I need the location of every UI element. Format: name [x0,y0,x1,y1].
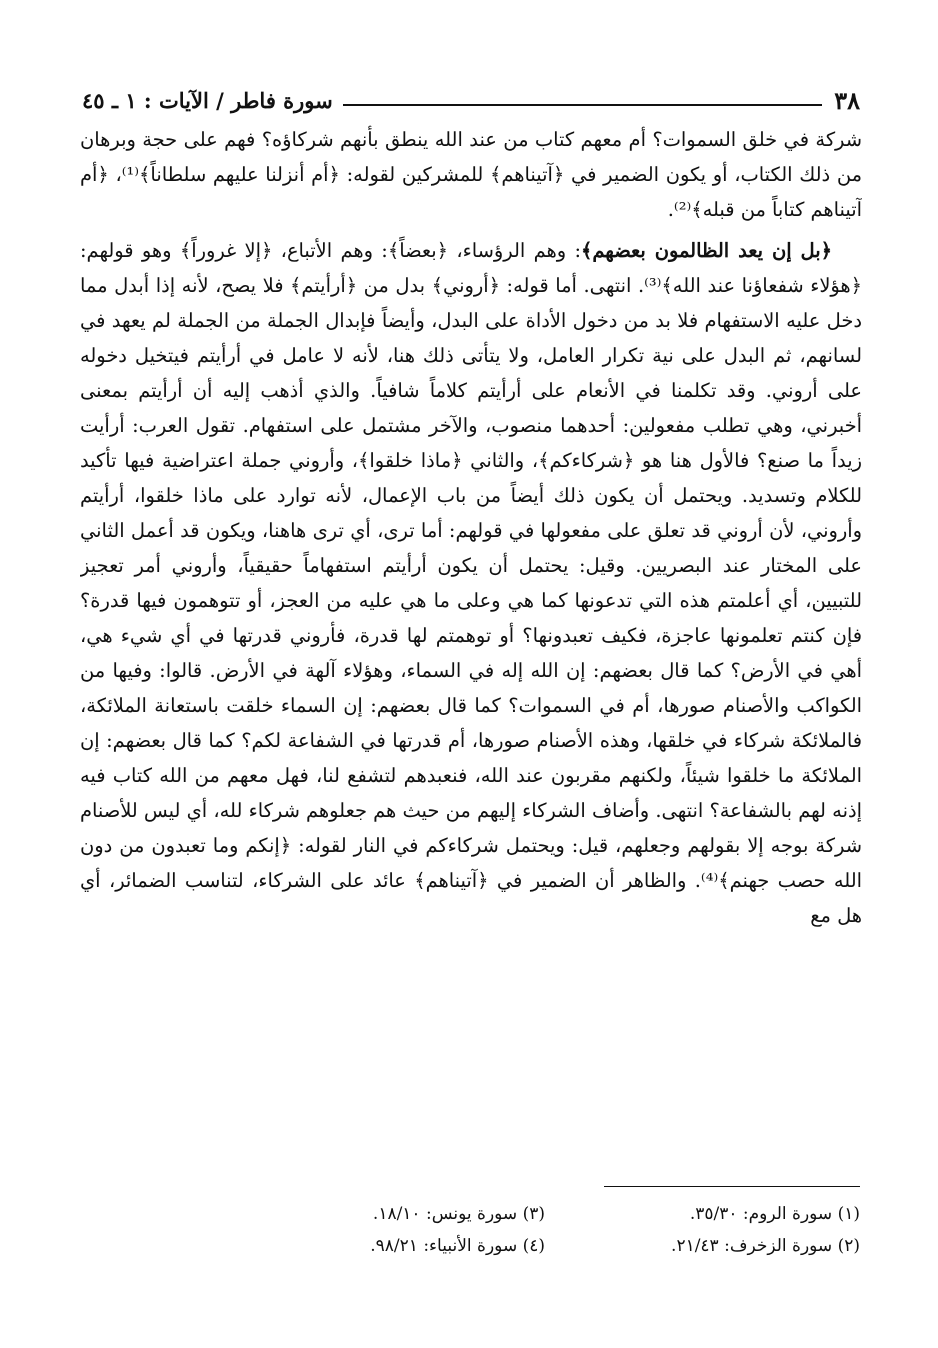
paragraph: شركة في خلق السموات؟ أم معهم كتاب من عند الله ينطق بأنهم شركاؤه؟ فهم على حجة وبرهان من ذلك الكتاب، أو يكون الضمير في ﴿آتيناهم﴾ للمشركين لقوله: ﴿أم أنزلنا عليهم سلطاناً﴾⁽¹⁾، ﴿أم آتيناهم كتاباً من قبله﴾⁽²⁾. [80,128,862,221]
page-number: ٣٨ [834,85,860,115]
header-rule [343,104,822,106]
footnote: (٤) سورة الأنبياء: ٩٨/٢١. [370,1236,545,1256]
footnote: (١) سورة الروم: ٣٥/٣٠. [689,1204,860,1224]
footnote-separator [604,1186,860,1187]
paragraph-text: : وهم الرؤساء، ﴿بعضاً﴾: وهم الأتباع، ﴿إلا غروراً﴾ وهو قولهم: ﴿هؤلاء شفعاؤنا عند الله﴾⁽³⁾. انتهى. أما قوله: ﴿أروني﴾ بدل من ﴿أرأيتم﴾ فلا يصح، لأنه إذا أبدل مما دخل عليه الاستفهام فلا بد من دخول الأداة على البدل، وأيضاً فإبدال الجملة من الجملة لم يعهد في لسانهم، ثم البدل على نية تكرار العامل، ولا يتأتى ذلك هنا، لأنه لا عامل في أرأيتم فيتخيل دخوله على أروني. وقد تكلمنا في الأنعام على أرأيتم كلاماً شافياً. والذي أذهب إليه أن أرأيتم بمعنى أخبرني، وهي تطلب مفعولين: أحدهما منصوب، والآخر مشتمل على استفهام. تقول العرب: أرأيت زيداً ما صنع؟ فالأول هنا هو ﴿شركاءكم﴾، والثاني ﴿ماذا خلقوا﴾، وأروني جملة اعتراضية فيها تأكيد للكلام وتسديد. ويحتمل أن يكون ذلك أيضاً من باب الإعمال، لأنه توارد على ماذا خلقوا، أرأيتم وأروني، لأن أروني قد تعلق على مفعولها في قولهم: أما ترى، أي ترى هاهنا، ويكون قد أعمل الثاني على المختار عند البصريين. وقيل: يحتمل أن يكون أرأيتم استفهاماً حقيقياً، وأروني أمر تعجيز للتبيين، أي أعلمتم هذه التي تدعونها كما هي وعلى ما هي عليه من العجز، أو تتوهمون فيها قدرة؟ فإن كنتم تعلمونها عاجزة، فكيف تعبدونها؟ أو توهمتم لها قدرة، فأروني قدرتها في أي شيء هي، أهي في الأرض؟ كما قال بعضهم: إن الله إله في السماء، وهؤلاء آلهة في الأرض. قالوا: وفيها من الكواكب والأصنام صورها، أم في السموات؟ كما قال بعضهم: إن السماء خلقت باستعانة الملائكة، فالملائكة شركاء في خلقها، وهذه الأصنام صورها، أم قدرتها في الشفاعة لكم؟ كما قال بعضهم: إن الملائكة ما خلقوا شيئاً، ولكنهم مقربون عند الله، فنعبدهم لتشفع لنا، فهل معهم من الله كتاب فيه إذنه لهم بالشفاعة؟ انتهى. وأضاف الشركاء إليهم من حيث هم جعلوهم شركاء لله، أي ليس للأصنام شركة بوجه إلا بقولهم وجعلهم، قيل: ويحتمل شركاءكم في النار لقوله: ﴿إنكم وما تعبدون من دون الله حصب جهنم﴾⁽⁴⁾. والظاهر أن الضمير في ﴿آتيناهم﴾ عائد على الشركاء، لتناسب الضمائر، أي هل مع [80,239,862,927]
footnote-row [230,1230,860,1262]
footnote: (٢) سورة الزخرف: ٢١/٤٣. [671,1236,860,1256]
footnote-row [230,1198,860,1230]
main-text [80,122,862,1172]
page-header [82,82,860,118]
paragraph [80,233,862,933]
footnote: (٣) سورة يونس: ١٨/١٠. [372,1204,545,1224]
verse-lead: ﴿بل إن يعد الظالمون بعضهم﴾ [581,239,832,262]
running-title: سورة فاطر / الآيات : ١ ـ ٤٥ [82,87,333,113]
footnotes [230,1198,860,1262]
